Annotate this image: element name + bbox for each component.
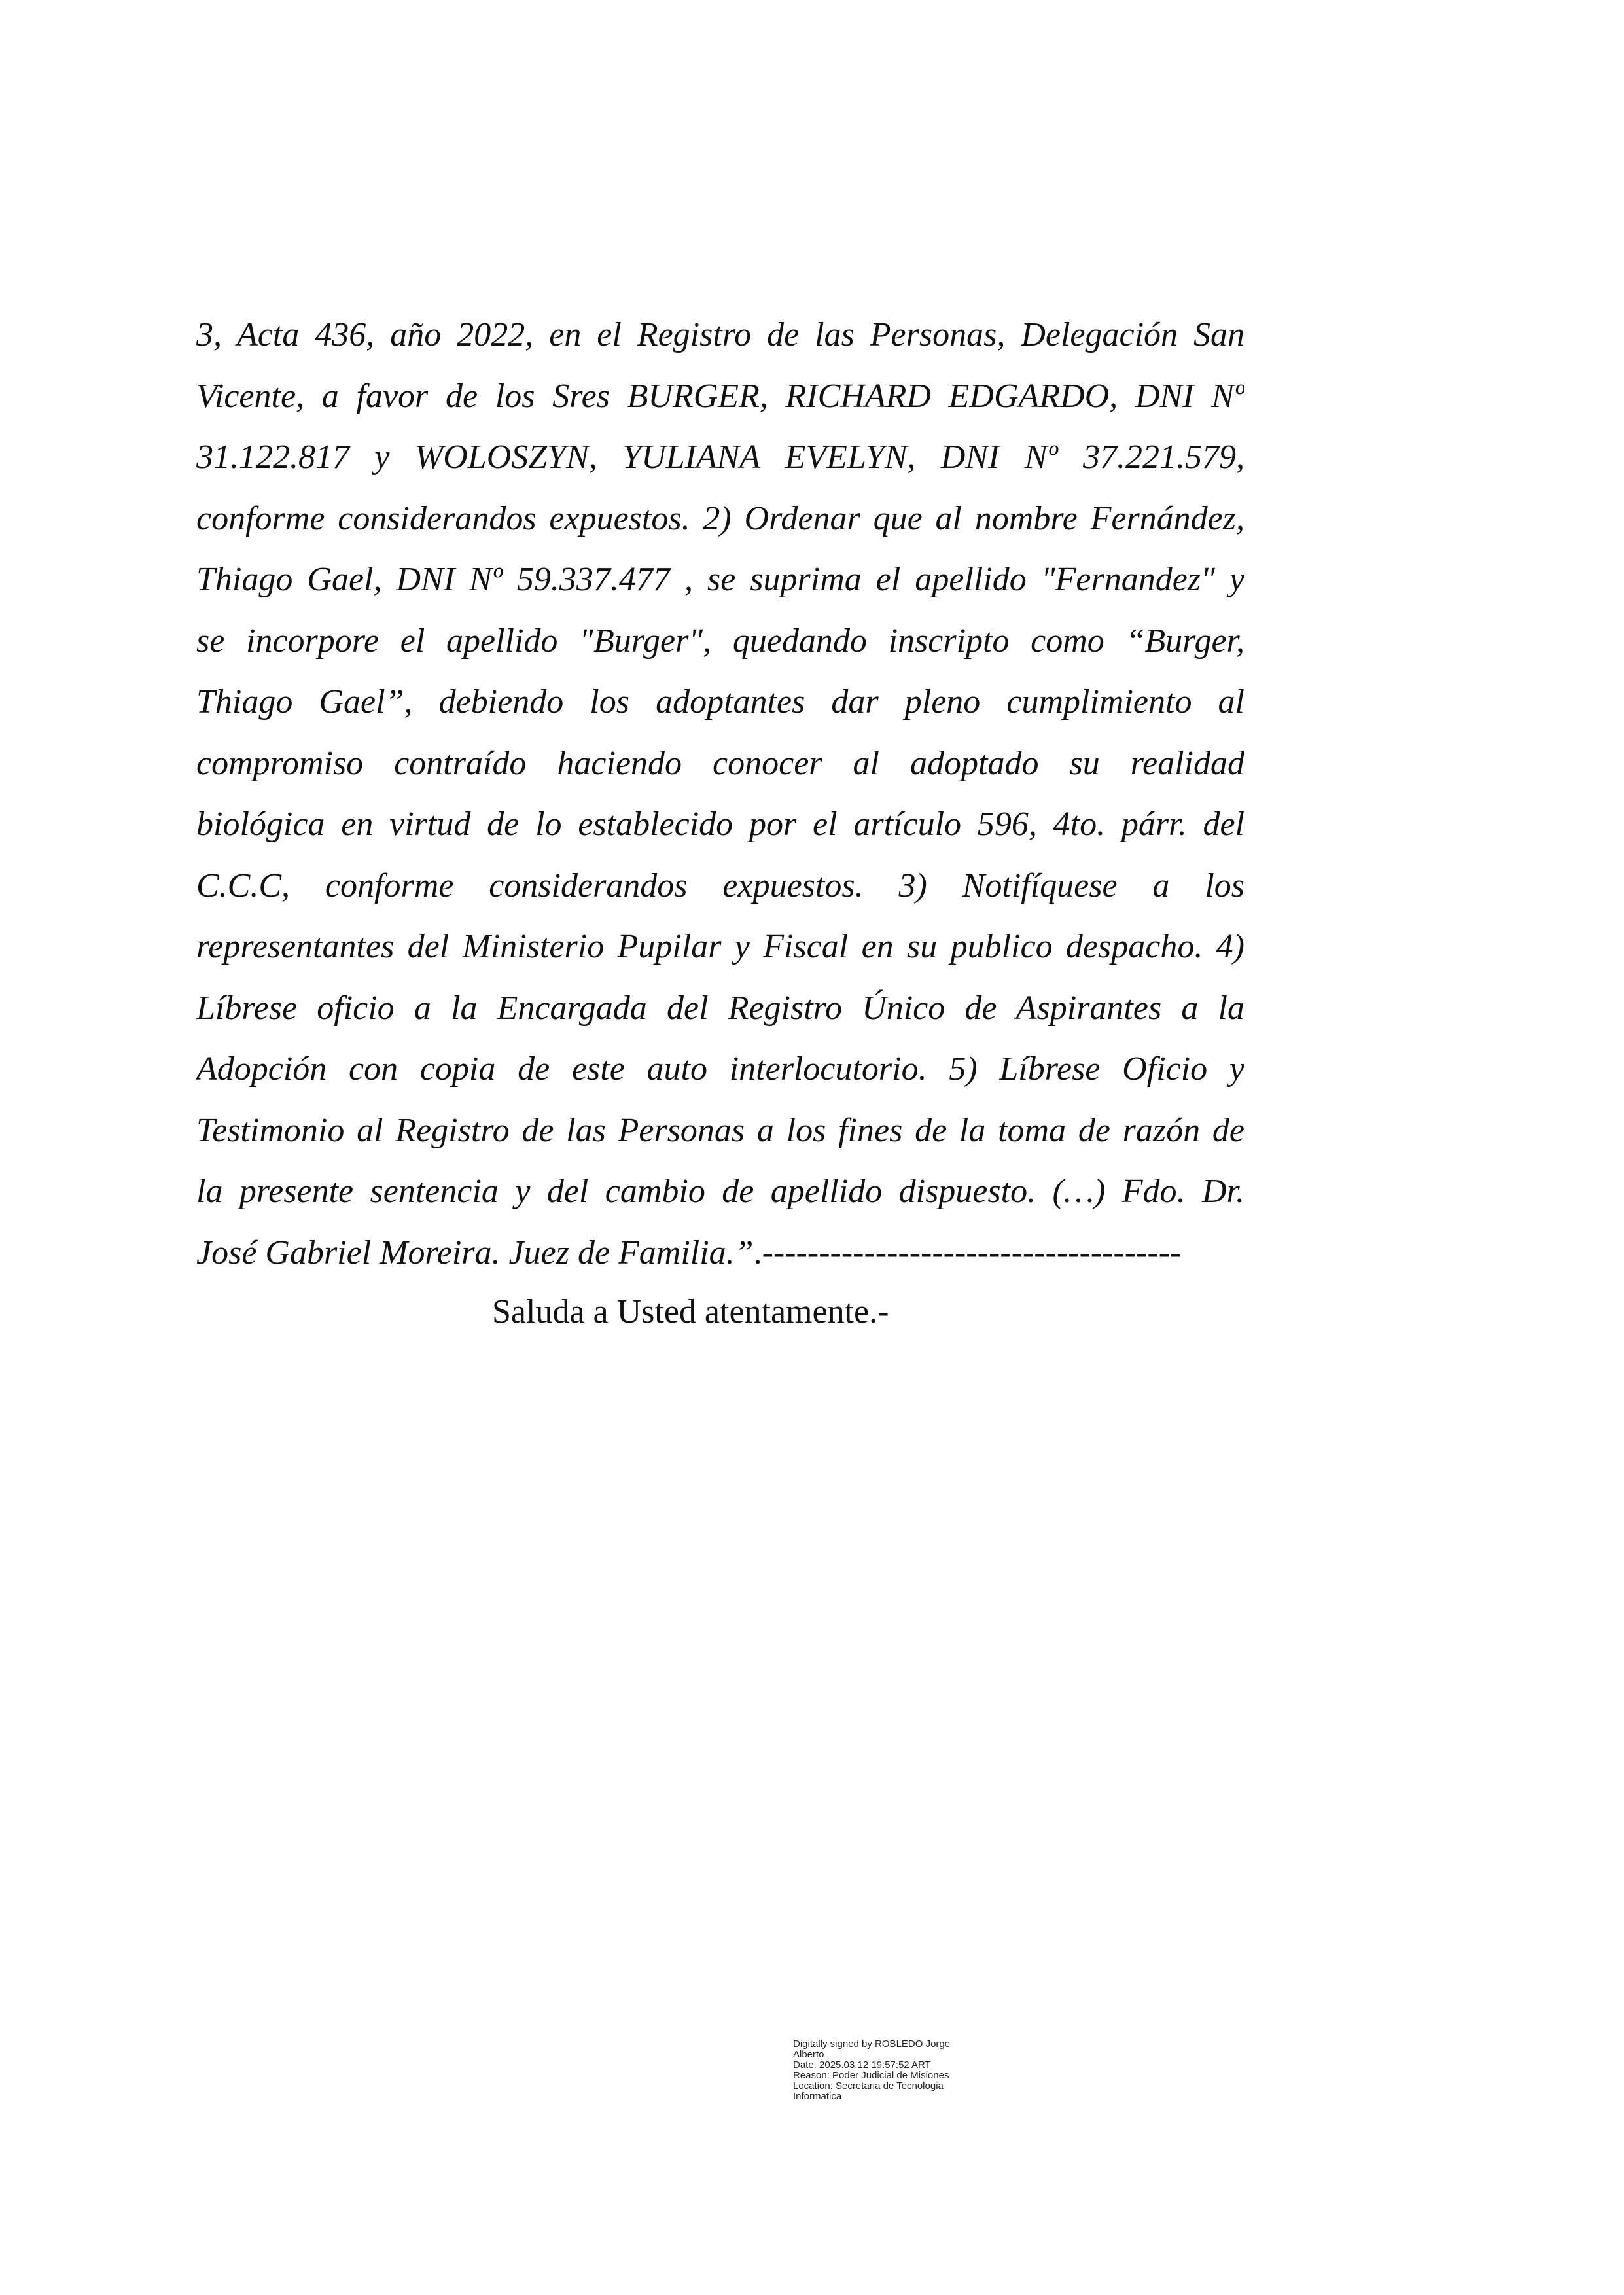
body-line: conforme considerandos expuestos. 2) Ordenar que al nombre Fernández,	[196, 499, 1244, 537]
digital-signature-stamp	[793, 2039, 1029, 2102]
signature-line: Reason: Poder Judicial de Misiones	[793, 2070, 949, 2081]
signature-line: Alberto	[793, 2049, 824, 2060]
body-line: la presente sentencia y del cambio de apellido dispuesto. (…) Fdo. Dr.	[196, 1173, 1244, 1210]
body-line: Thiago Gael, DNI Nº 59.337.477 , se suprima el apellido "Fernandez" y	[196, 561, 1244, 598]
body-line: Vicente, a favor de los Sres BURGER, RICHARD EDGARDO, DNI Nº	[196, 377, 1244, 415]
body-line: se incorpore el apellido "Burger", quedando inscripto como “Burger,	[196, 622, 1244, 660]
signature-line: Date: 2025.03.12 19:57:52 ART	[793, 2059, 931, 2071]
closing-salutation: Saluda a Usted atentamente.-	[492, 1293, 889, 1330]
body-line: Thiago Gael”, debiendo los adoptantes dar pleno cumplimiento al	[196, 683, 1244, 721]
body-line: biológica en virtud de lo establecido por el artículo 596, 4to. párr. del	[196, 806, 1244, 843]
body-line: compromiso contraído haciendo conocer al adoptado su realidad	[196, 744, 1244, 782]
signature-line: Informatica	[793, 2091, 842, 2102]
judge-signature-text: José Gabriel Moreira. Juez de Familia.”	[196, 1234, 754, 1272]
resolution-body-text	[196, 304, 1244, 1283]
dash-fill: .-------------------------------------	[753, 1234, 1182, 1272]
signature-line: Digitally signed by ROBLEDO Jorge	[793, 2038, 951, 2050]
body-line: Adopción con copia de este auto interlocutorio. 5) Líbrese Oficio y	[196, 1050, 1244, 1088]
body-line: 3, Acta 436, año 2022, en el Registro de las Personas, Delegación San	[196, 316, 1244, 353]
body-last-line	[196, 1222, 1244, 1284]
body-line: Líbrese oficio a la Encargada del Registro Único de Aspirantes a la	[196, 989, 1244, 1027]
body-line: 31.122.817 y WOLOSZYN, YULIANA EVELYN, DNI Nº 37.221.579,	[196, 438, 1244, 476]
body-line: representantes del Ministerio Pupilar y Fiscal en su publico despacho. 4)	[196, 928, 1244, 965]
body-line: Testimonio al Registro de las Personas a los fines de la toma de razón de	[196, 1111, 1244, 1149]
body-line: C.C.C, conforme considerandos expuestos. 3) Notifíquese a los	[196, 866, 1244, 904]
signature-line: Location: Secretaria de Tecnologia	[793, 2080, 944, 2091]
